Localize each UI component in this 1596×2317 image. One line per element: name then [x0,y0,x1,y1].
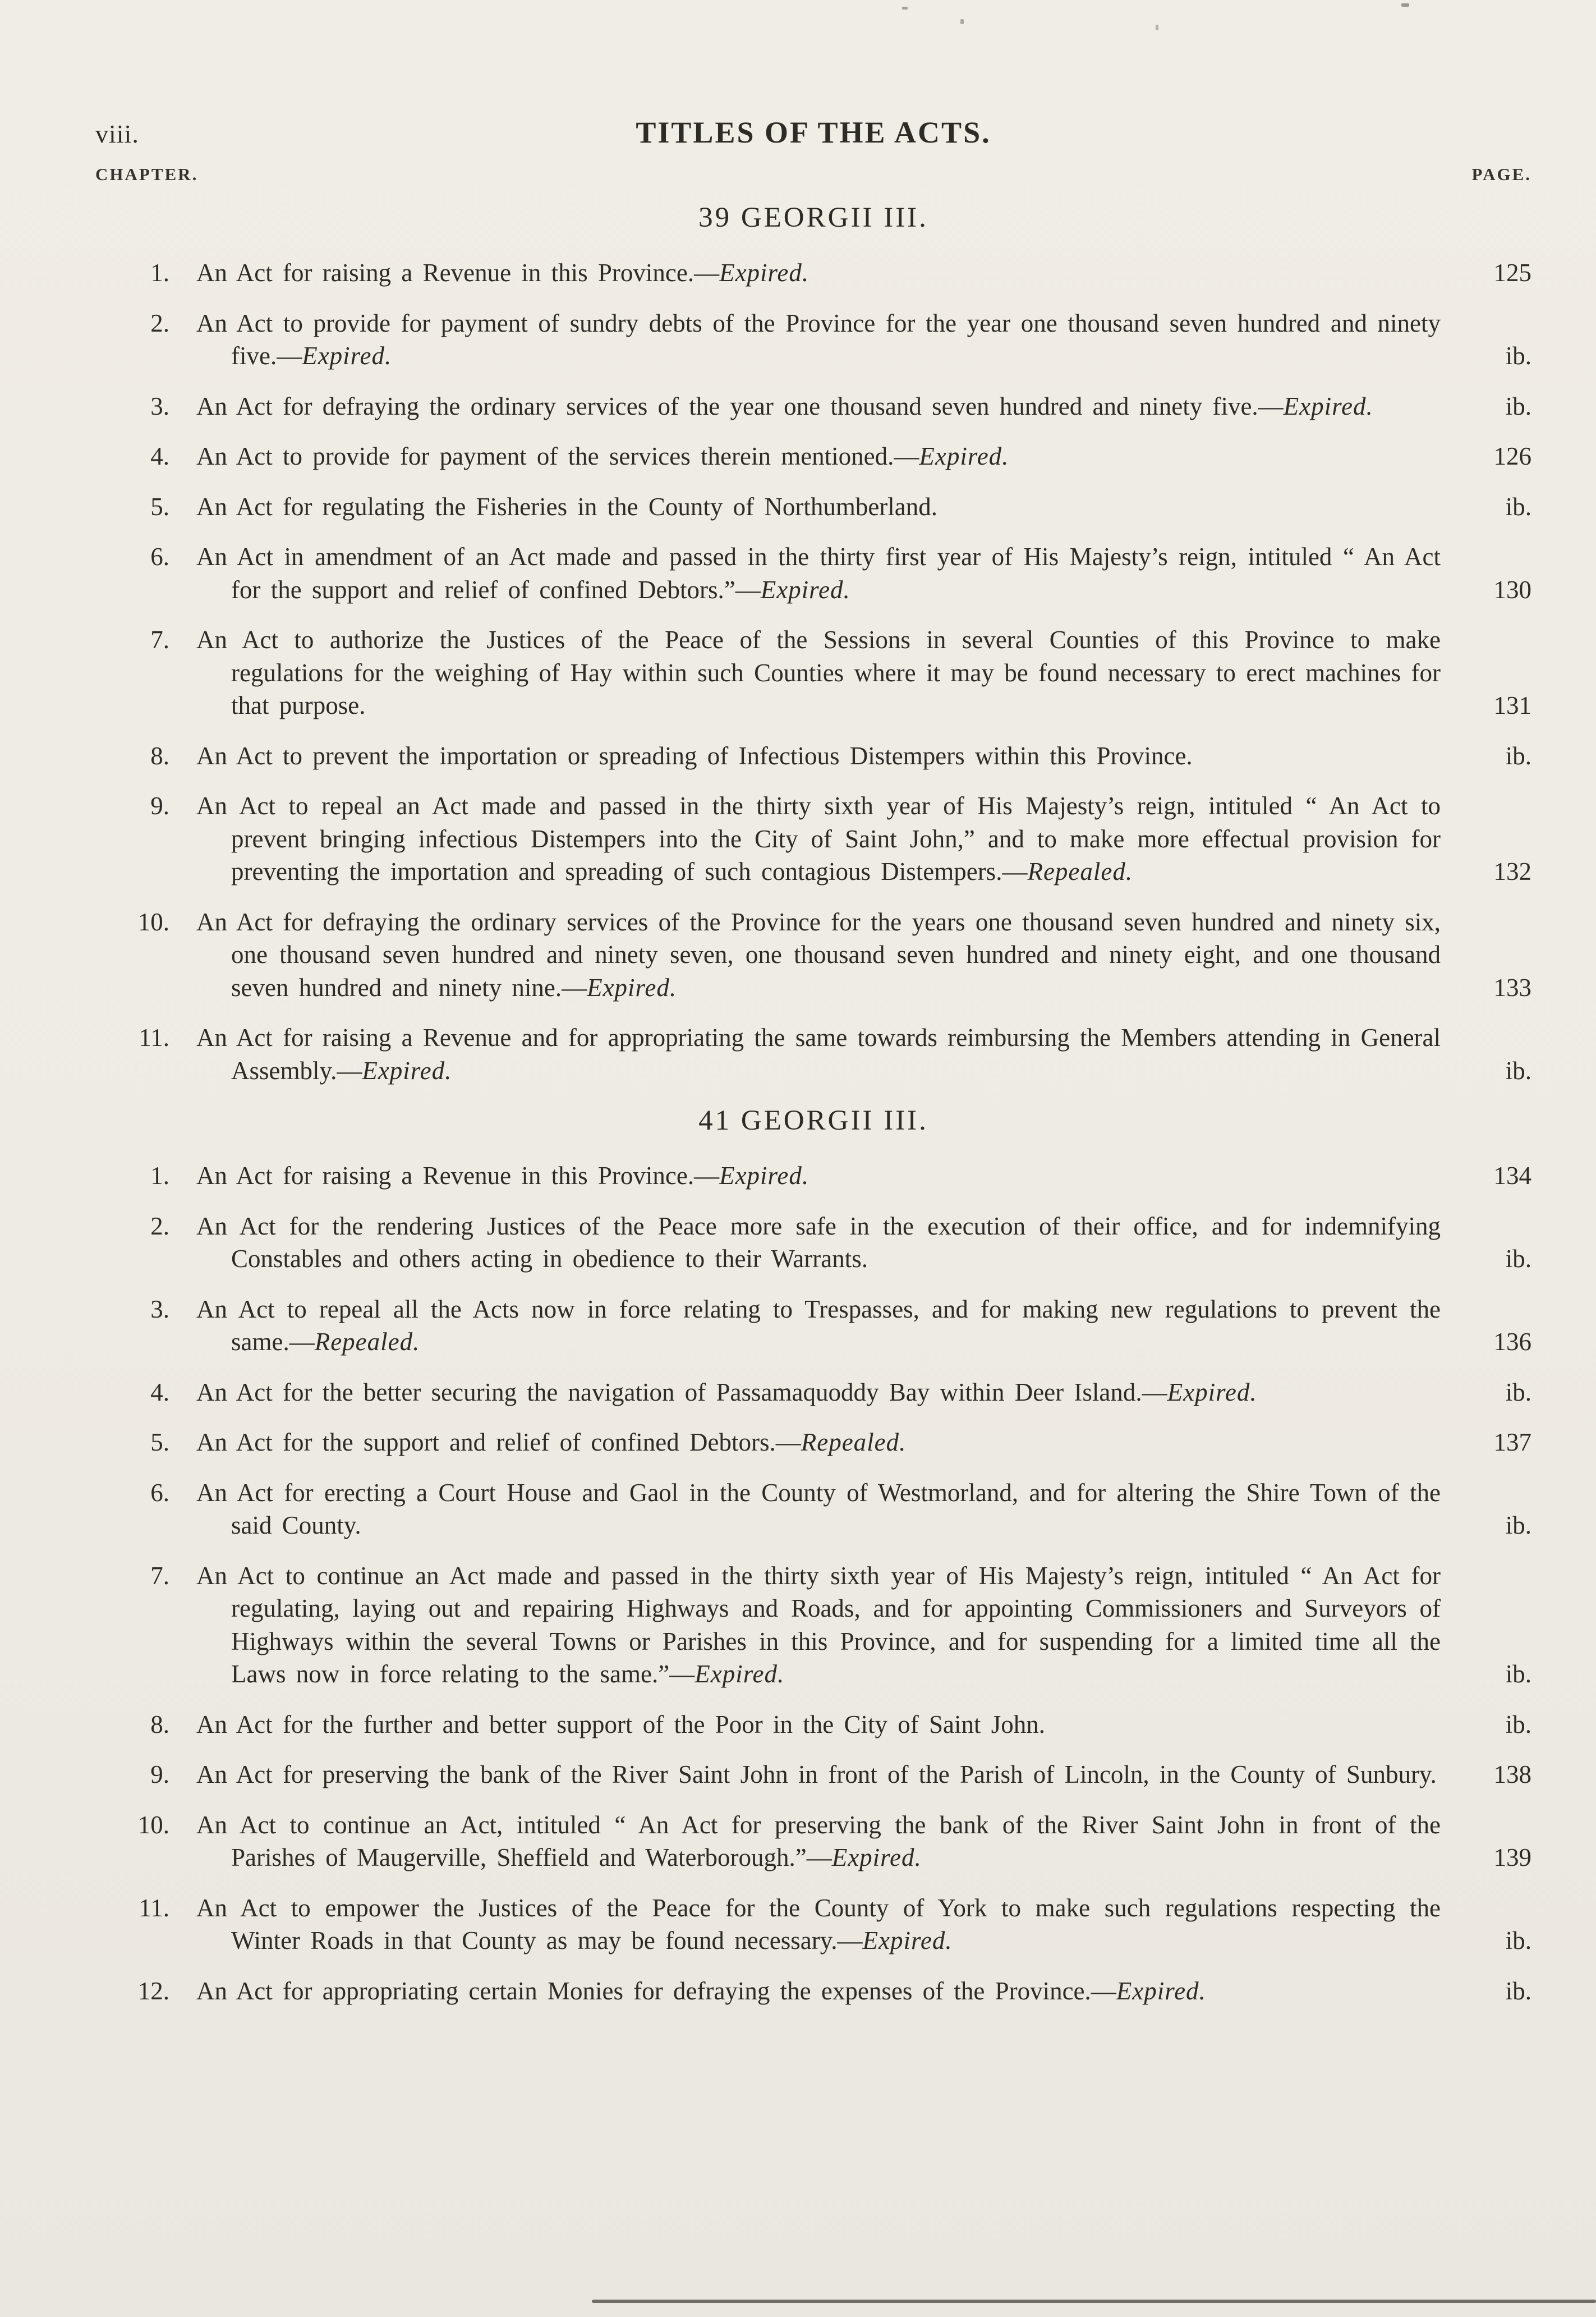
entry-chapter-number: 11. [139,1024,169,1052]
entry-chapter-number: 3. [150,1295,169,1323]
entry-page-number: ib. [1505,1378,1531,1406]
entry-title-text: An Act for raising a Revenue in this Province.—Expired. [196,1162,810,1190]
entry-status: Expired. [1116,1976,1206,2005]
status-dash: — [806,1843,832,1871]
entry-chapter-number: 1. [150,1162,169,1190]
chapter-column-label: CHAPTER. [95,164,199,184]
entry-status: Expired. [719,259,810,287]
act-entry [95,1426,1531,1459]
entry-page-number: 125 [1493,259,1531,287]
act-entry [95,540,1531,606]
entry-title-text: An Act for the better securing the navigation of Passamaquoddy Bay within Deer Island.—Expired. [196,1378,1257,1406]
entry-title-text: An Act for appropriating certain Monies for defraying the expenses of the Province.—Expired. [196,1976,1206,2005]
entry-page-number: ib. [1505,1245,1531,1273]
entry-chapter-number: 8. [150,1710,169,1738]
status-dash: — [1258,392,1284,420]
entry-chapter-number: 12. [137,1976,169,2005]
entry-page-number: 138 [1493,1760,1531,1788]
folio-number: viii. [95,120,139,148]
entry-page-number: ib. [1505,392,1531,420]
entry-title-text: An Act to empower the Justices of the Peace for the County of York to make such regulations respecting the Winter Roads in that County as may be found necessary.—Expired. [196,1893,1441,1954]
entry-title-text: An Act to authorize the Justices of the Peace of the Sessions in several Counties of this Province to make regulations for the weighing of Hay within such Counties where it may be found necessary to erect machines for that purpose. [196,626,1441,719]
entry-status: Repealed. [314,1328,420,1356]
entry-status: Expired. [362,1056,452,1085]
entry-chapter-number: 8. [150,741,169,770]
act-entry [95,256,1531,290]
status-dash: — [775,1428,801,1456]
entry-status: Expired. [1283,392,1373,420]
entry-status: Repealed. [801,1428,907,1456]
entry-status: Expired. [831,1843,922,1871]
entry-chapter-number: 2. [150,1212,169,1240]
entry-status: Expired. [587,973,677,1002]
act-entry [95,1708,1531,1741]
act-entry [95,1975,1531,2008]
entry-title-text: An Act to repeal all the Acts now in force relating to Trespasses, and for making new regulations to prevent the same.—Repealed. [196,1295,1441,1356]
status-dash: — [837,1926,863,1954]
act-entry [95,1758,1531,1791]
status-dash: — [694,259,720,287]
entry-title-text: An Act for defraying the ordinary services of the year one thousand seven hundred and ninety five.—Expired. [196,392,1373,420]
entry-title-text: An Act to repeal an Act made and passed in the thirty sixth year of His Majesty’s reign, intituled “ An Act to prevent bringing infectious Distempers into the City of Saint John,” and to make more effectual provision for preventing the importation and spreading of such contagious Distempers.—Repealed. [196,792,1441,885]
status-dash: — [669,1660,695,1688]
status-dash: — [277,342,302,370]
entry-page-number: 139 [1493,1843,1531,1871]
act-entry [95,1892,1531,1957]
entry-title-text: An Act for regulating the Fisheries in the County of Northumberland. [196,492,938,521]
act-entry [95,740,1531,773]
entry-title-text: An Act to provide for payment of the services therein mentioned.—Expired. [196,442,1009,470]
entry-chapter-number: 7. [150,1561,169,1590]
entry-title-text: An Act in amendment of an Act made and passed in the thirty first year of His Majesty’s reign, intituled “ An Act for the support and relief of confined Debtors.”—Expired. [196,543,1441,604]
section-heading: 41 GEORGII III. [698,1105,928,1136]
act-entry [95,1159,1531,1192]
entry-title-text: An Act for the support and relief of confined Debtors.—Repealed. [196,1428,907,1456]
act-entry [95,1809,1531,1874]
entry-title-text: An Act for defraying the ordinary services of the Province for the years one thousand seven hundred and ninety six, one thousand seven hundred and ninety seven, one thousand seven hundred and ninety eight, and one thousand seven hundred and ninety nine.—Expired. [196,907,1441,1002]
status-dash: — [894,442,919,470]
page-column-label: PAGE. [1471,164,1531,184]
entry-title-text: An Act for erecting a Court House and Gaol in the County of Westmorland, and for altering the Shire Town of the said County. [196,1478,1441,1539]
entry-chapter-number: 9. [150,1760,169,1788]
acts-section [95,201,1531,1087]
entry-title-text: An Act to continue an Act made and passed in the thirty sixth year of His Majesty’s reign, intituled “ An Act for regulating, laying out and repairing Highways and Roads, and for appointing Commissioners and Surveyors of Highways within the several Towns or Parishes in this Province, and for suspending for a limited time all the Laws now in force relating to the same.”—Expired. [196,1561,1441,1688]
act-entry [95,623,1531,722]
status-dash: — [562,973,587,1002]
entry-title-text: An Act to prevent the importation or spreading of Infectious Distempers within this Province. [196,741,1193,770]
acts-section [95,1104,1531,2007]
act-entry [95,1376,1531,1409]
entry-page-number: ib. [1505,1926,1531,1954]
entry-chapter-number: 4. [150,1378,169,1406]
entry-title-text: An Act for raising a Revenue in this Province.—Expired. [196,259,810,287]
entry-page-number: ib. [1505,1660,1531,1688]
entry-page-number: 126 [1493,442,1531,470]
entry-title-text: An Act to continue an Act, intituled “ An Act for preserving the bank of the River Saint John in front of the Parishes of Maugerville, Sheffield and Waterborough.”—Expired. [196,1810,1441,1871]
status-dash: — [694,1162,720,1190]
act-entry [95,1293,1531,1359]
entry-title-text: An Act for the rendering Justices of the Peace more safe in the execution of their office, and for indemnifying Constables and others acting in obedience to their Warrants. [196,1212,1441,1273]
entry-status: Expired. [694,1660,785,1688]
entry-page-number: 130 [1493,575,1531,604]
status-dash: — [735,575,761,604]
entry-chapter-number: 2. [150,309,169,337]
entry-page-number: 131 [1493,691,1531,719]
entry-status: Expired. [862,1926,953,1954]
entry-title-text: An Act to provide for payment of sundry debts of the Province for the year one thousand seven hundred and ninety five.—Expired. [196,309,1441,370]
entry-page-number: 137 [1493,1428,1531,1456]
entry-page-number: ib. [1505,342,1531,370]
act-entry [95,790,1531,888]
entry-page-number: ib. [1505,741,1531,770]
entry-status: Expired. [719,1162,810,1190]
status-dash: — [1142,1378,1167,1406]
page-header [95,115,1531,150]
status-dash: — [289,1328,315,1356]
entry-chapter-number: 11. [139,1893,169,1922]
entry-title-text: An Act for preserving the bank of the River Saint John in front of the Parish of Lincoln, in the County of Sunbury. [196,1760,1437,1788]
act-entry [95,1210,1531,1276]
entry-chapter-number: 1. [150,259,169,287]
entry-status: Expired. [760,575,850,604]
entry-chapter-number: 5. [150,492,169,521]
entry-chapter-number: 5. [150,1428,169,1456]
entry-chapter-number: 6. [150,1478,169,1507]
entry-chapter-number: 7. [150,626,169,654]
act-entry [95,906,1531,1004]
entry-status: Expired. [919,442,1009,470]
act-entry [95,1021,1531,1087]
entry-status: Repealed. [1027,857,1133,885]
entry-page-number: 134 [1493,1162,1531,1190]
entry-chapter-number: 9. [150,792,169,820]
entry-chapter-number: 4. [150,442,169,470]
entry-chapter-number: 10. [137,1810,169,1839]
section-heading: 39 GEORGII III. [698,202,928,233]
entry-page-number: ib. [1505,1511,1531,1539]
entry-page-number: ib. [1505,1710,1531,1738]
act-entry [95,1559,1531,1691]
entry-page-number: 133 [1493,973,1531,1002]
column-labels [95,164,1531,185]
status-dash: — [1002,857,1028,885]
entry-chapter-number: 3. [150,392,169,420]
entry-page-number: ib. [1505,492,1531,521]
act-entry [95,440,1531,473]
entry-page-number: 132 [1493,857,1531,885]
act-entry [95,390,1531,423]
entry-status: Expired. [302,342,392,370]
entry-page-number: 136 [1493,1328,1531,1356]
status-dash: — [1091,1976,1116,2005]
entry-title-text: An Act for the further and better support of the Poor in the City of Saint John. [196,1710,1045,1738]
entry-page-number: ib. [1505,1056,1531,1085]
entry-chapter-number: 10. [137,907,169,936]
entry-title-text: An Act for raising a Revenue and for appropriating the same towards reimbursing the Members attending in General Assembly.—Expired. [196,1024,1441,1085]
status-dash: — [337,1056,362,1085]
entry-page-number: ib. [1505,1976,1531,2005]
act-entry [95,490,1531,524]
page-title: TITLES OF THE ACTS. [636,116,991,149]
entry-chapter-number: 6. [150,543,169,571]
entry-status: Expired. [1167,1378,1257,1406]
act-entry [95,1476,1531,1542]
sections [95,201,1531,2007]
act-entry [95,307,1531,373]
